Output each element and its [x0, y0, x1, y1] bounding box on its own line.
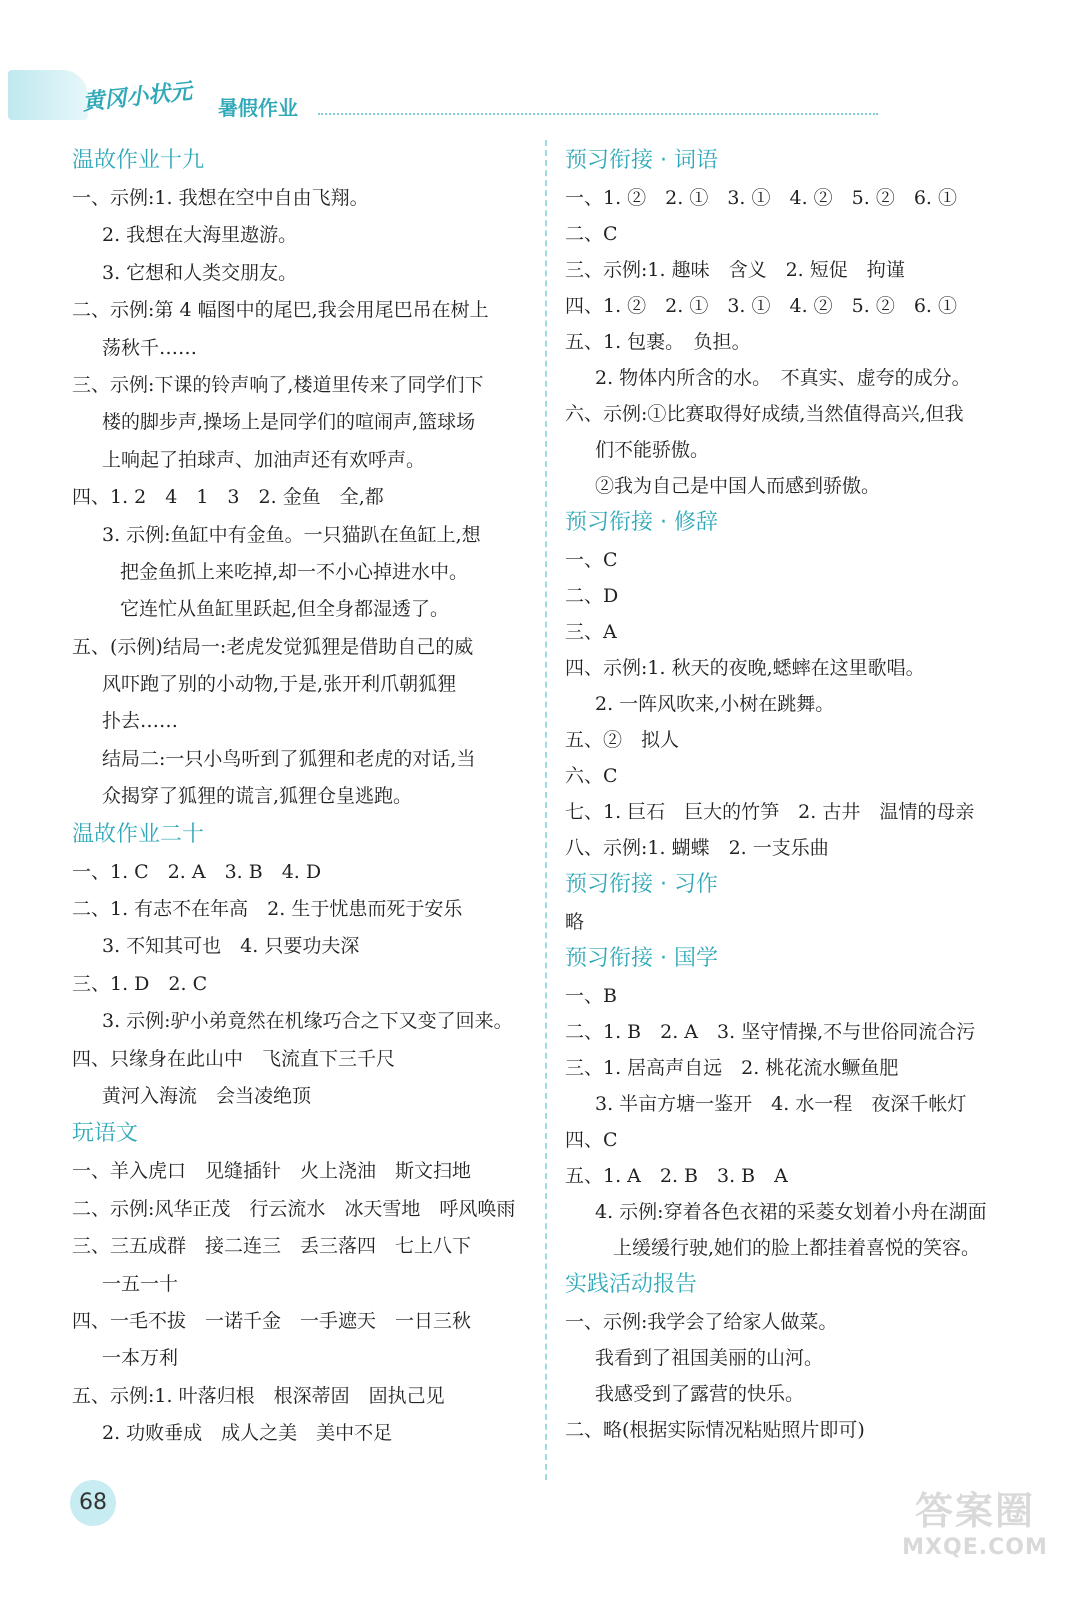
- answer-line: 二、示例:第 4 幅图中的尾巴,我会用尾巴吊在树上: [72, 299, 489, 322]
- section-title: 实践活动报告: [565, 1272, 698, 1297]
- answer-line: 二、略(根据实际情况粘贴照片即可): [565, 1419, 865, 1441]
- watermark-url: MXQE.COM: [902, 1535, 1048, 1560]
- answer-line: 一、示例:我学会了给家人做菜。: [565, 1311, 838, 1333]
- answer-line: 五、1. 包裹。 负担。: [565, 331, 751, 353]
- answer-line: 二、C: [565, 223, 618, 245]
- answer-line: 我感受到了露营的快乐。: [595, 1383, 805, 1405]
- answer-line: 楼的脚步声,操场上是同学们的喧闹声,篮球场: [102, 411, 476, 434]
- answer-line: 三、A: [565, 621, 617, 643]
- section-title: 预习衔接 · 国学: [565, 946, 718, 971]
- watermark: [890, 1480, 1060, 1580]
- answer-line: 风吓跑了别的小动物,于是,张开利爪朝狐狸: [102, 673, 457, 696]
- answer-line: 二、D: [565, 585, 619, 607]
- answer-line: 我看到了祖国美丽的山河。: [595, 1347, 824, 1369]
- answer-line: 2. 我想在大海里遨游。: [102, 224, 298, 247]
- answer-line: 3. 半亩方塘一鉴开 4. 水一程 夜深千帐灯: [595, 1093, 967, 1115]
- answer-line: 一、C: [565, 549, 618, 571]
- answer-line: 上响起了拍球声、加油声还有欢呼声。: [102, 448, 426, 471]
- answer-line: 四、示例:1. 秋天的夜晚,蟋蟀在这里歌唱。: [565, 657, 925, 679]
- answer-line: 略: [565, 911, 585, 933]
- answer-line: 一五一十: [102, 1272, 179, 1295]
- answer-line: 五、1. A 2. B 3. B A: [565, 1165, 788, 1187]
- answer-line: 一、B: [565, 985, 617, 1007]
- answer-line: 黄河入海流 会当凌绝顶: [102, 1084, 312, 1107]
- answer-line: 把金鱼抓上来吃掉,却一不小心掉进水中。: [120, 560, 469, 583]
- section-title: 温故作业二十: [72, 821, 205, 847]
- brand-logo: 黄冈小状元: [81, 79, 194, 116]
- answer-line: 六、示例:①比赛取得好成绩,当然值得高兴,但我: [565, 403, 964, 425]
- answer-line: 六、C: [565, 765, 618, 787]
- answer-line: 四、1. ② 2. ① 3. ① 4. ② 5. ② 6. ①: [565, 295, 958, 317]
- answer-line: 二、1. 有志不在年高 2. 生于忧患而死于安乐: [72, 898, 463, 921]
- answer-line: 八、示例:1. 蝴蝶 2. 一支乐曲: [565, 837, 829, 859]
- answer-line: 4. 示例:穿着各色衣裙的采菱女划着小舟在湖面: [595, 1201, 987, 1223]
- answer-line: 二、示例:风华正茂 行云流水 冰天雪地 呼风唤雨: [72, 1197, 516, 1220]
- answer-line: 五、(示例)结局一:老虎发觉狐狸是借助自己的威: [72, 635, 474, 658]
- answer-line: 3. 示例:鱼缸中有金鱼。一只猫趴在鱼缸上,想: [102, 523, 481, 546]
- answer-line: 扑去……: [102, 710, 179, 733]
- watermark-logo: 答案圈: [914, 1489, 1035, 1533]
- answer-line: 它连忙从鱼缸里跃起,但全身都湿透了。: [120, 598, 450, 621]
- answer-line: 一、羊入虎口 见缝插针 火上浇油 斯文扫地: [72, 1160, 472, 1183]
- answer-line: 三、三五成群 接二连三 丢三落四 七上八下: [72, 1235, 472, 1258]
- answer-line: 四、C: [565, 1129, 618, 1151]
- header-band: [8, 70, 88, 120]
- answer-line: 上缓缓行驶,她们的脸上都挂着喜悦的笑容。: [613, 1237, 981, 1259]
- answer-line: 3. 不知其可也 4. 只要功夫深: [102, 935, 360, 958]
- right-column: [565, 142, 1025, 1448]
- answer-line: 四、1. 2 4 1 3 2. 金鱼 全,都: [72, 486, 384, 509]
- answer-line: 一、1. ② 2. ① 3. ① 4. ② 5. ② 6. ①: [565, 187, 958, 209]
- header-subtitle: 暑假作业: [218, 96, 298, 120]
- answer-line: 2. 物体内所含的水。 不真实、虚夸的成分。: [595, 367, 971, 389]
- answer-line: ②我为自己是中国人而感到骄傲。: [595, 475, 881, 497]
- column-divider: [545, 140, 547, 1480]
- answer-line: 2. 功败垂成 成人之美 美中不足: [102, 1422, 393, 1445]
- answer-line: 结局二:一只小鸟听到了狐狸和老虎的对话,当: [102, 747, 476, 770]
- answer-line: 2. 一阵风吹来,小树在跳舞。: [595, 693, 835, 715]
- answer-line: 众揭穿了狐狸的谎言,狐狸仓皇逃跑。: [102, 785, 413, 808]
- answer-line: 四、只缘身在此山中 飞流直下三千尺: [72, 1047, 396, 1070]
- section-title: 预习衔接 · 习作: [565, 872, 718, 897]
- answer-line: 五、② 拟人: [565, 729, 680, 751]
- answer-line: 3. 示例:驴小弟竟然在机缘巧合之下又变了回来。: [102, 1010, 513, 1033]
- answer-line: 一、示例:1. 我想在空中自由飞翔。: [72, 187, 369, 209]
- section-title: 预习衔接 · 修辞: [565, 510, 718, 535]
- answer-line: 一、1. C 2. A 3. B 4. D: [72, 860, 322, 883]
- section-title: 玩语文: [72, 1121, 139, 1147]
- answer-line: 3. 它想和人类交朋友。: [102, 261, 298, 284]
- answer-line: 三、1. D 2. C: [72, 972, 208, 995]
- answer-line: 三、示例:下课的铃声响了,楼道里传来了同学们下: [72, 373, 484, 396]
- answer-line: 荡秋千……: [102, 336, 198, 359]
- left-column: [72, 142, 532, 1453]
- answer-line: 四、一毛不拔 一诺千金 一手遮天 一日三秋: [72, 1309, 472, 1332]
- section-title: 温故作业十九: [72, 148, 205, 173]
- page-number: 68: [70, 1480, 116, 1526]
- header-dotted-rule: [318, 113, 878, 115]
- answer-line: 一本万利: [102, 1347, 179, 1370]
- answer-line: 五、示例:1. 叶落归根 根深蒂固 固执己见: [72, 1384, 445, 1407]
- answer-line: 二、1. B 2. A 3. 坚守情操,不与世俗同流合污: [565, 1021, 976, 1043]
- answer-line: 七、1. 巨石 巨大的竹笋 2. 古井 温情的母亲: [565, 801, 975, 823]
- answer-line: 们不能骄傲。: [595, 439, 710, 461]
- answer-line: 三、示例:1. 趣味 含义 2. 短促 拘谨: [565, 259, 905, 281]
- answer-line: 三、1. 居高声自远 2. 桃花流水鳜鱼肥: [565, 1057, 899, 1079]
- section-title: 预习衔接 · 词语: [565, 148, 718, 173]
